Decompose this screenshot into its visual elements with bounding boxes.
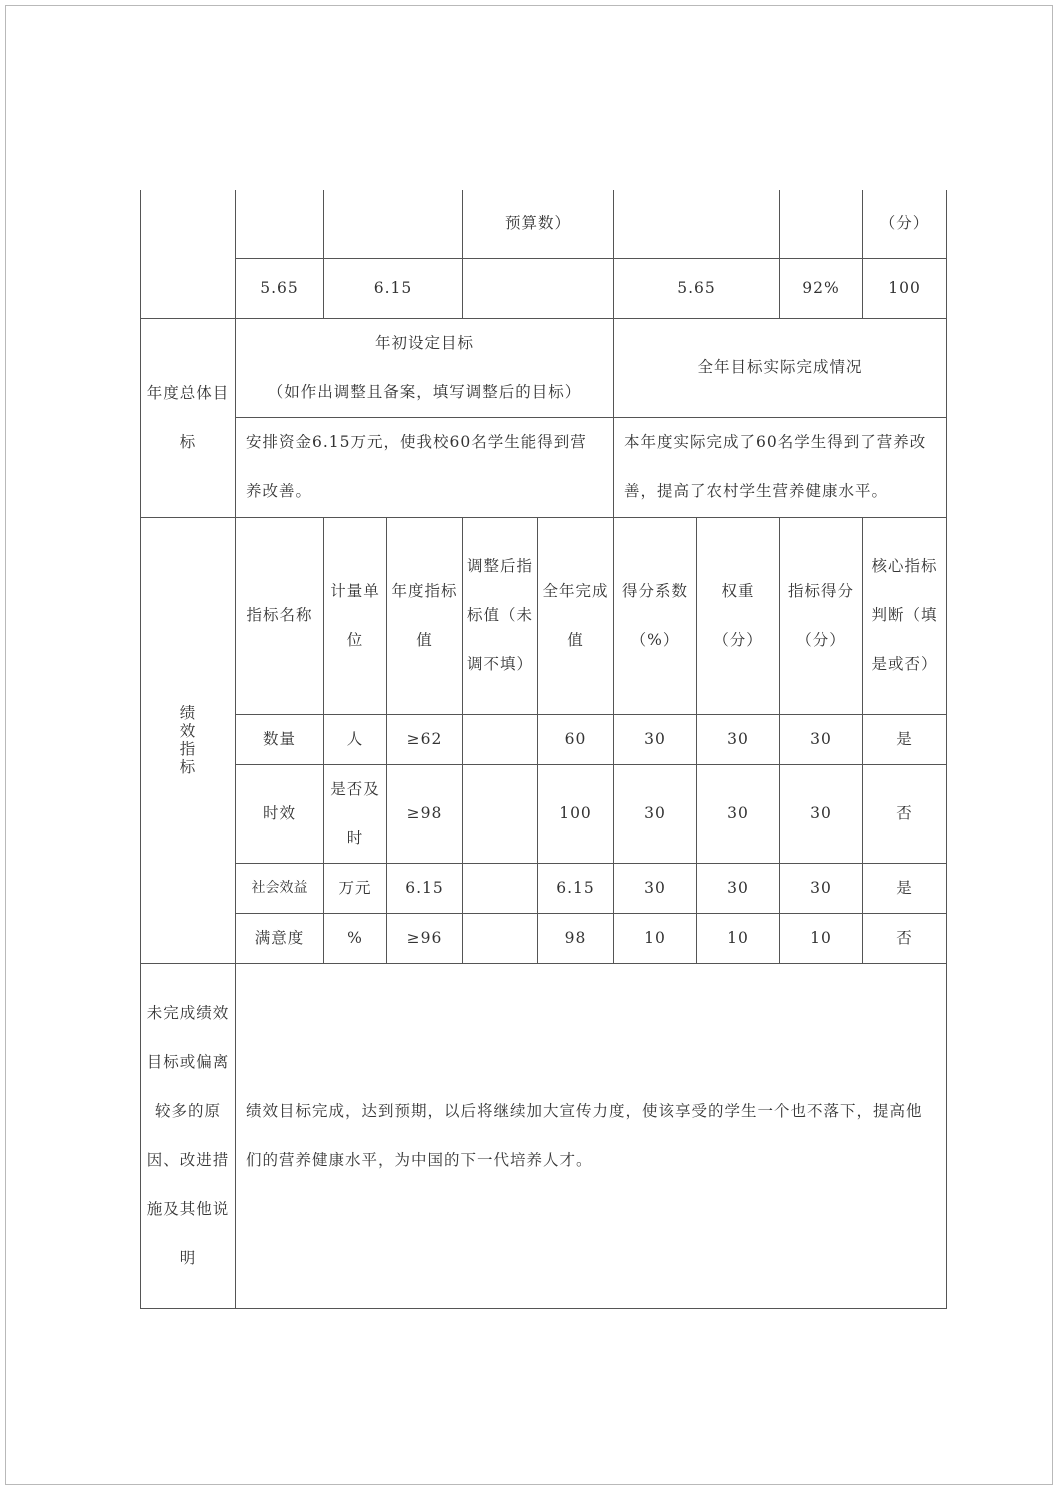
initial-target-title: 年初设定目标 <box>375 333 475 352</box>
budget-header-cell <box>614 190 780 258</box>
indicator-name: 满意度 <box>236 913 324 963</box>
indicator-unit: 万元 <box>324 863 387 913</box>
budget-header-cell <box>324 190 463 258</box>
budget-label-cell <box>141 190 236 318</box>
indicator-adjusted-value <box>463 913 538 963</box>
indicator-weight: 30 <box>697 863 780 913</box>
indicator-adjusted-value <box>463 714 538 764</box>
budget-value-cell: 92% <box>780 258 863 318</box>
indicator-core-judgment: 是 <box>863 863 947 913</box>
indicator-completed-value: 98 <box>538 913 614 963</box>
indicator-adjusted-value <box>463 764 538 863</box>
performance-label-char: 标 <box>179 758 197 776</box>
indicator-unit: 是否及时 <box>324 764 387 863</box>
indicator-score: 10 <box>780 913 863 963</box>
indicator-core-judgment: 是 <box>863 714 947 764</box>
budget-value-cell: 5.65 <box>236 258 324 318</box>
header-completed-value: 全年完成值 <box>538 517 614 714</box>
annual-goal-label: 年度总体目标 <box>141 318 236 517</box>
budget-value-cell <box>463 258 614 318</box>
indicator-score-coefficient: 30 <box>614 863 697 913</box>
report-table-wrapper <box>140 190 947 1309</box>
indicator-weight: 30 <box>697 764 780 863</box>
indicator-completed-value: 6.15 <box>538 863 614 913</box>
header-adjusted-value: 调整后指标值（未调不填） <box>463 517 538 714</box>
indicator-name: 社会效益 <box>236 863 324 913</box>
header-unit: 计量单位 <box>324 517 387 714</box>
table-row <box>141 863 947 913</box>
header-score-coefficient: 得分系数（%） <box>614 517 697 714</box>
table-row <box>141 714 947 764</box>
header-annual-value: 年度指标值 <box>387 517 463 714</box>
actual-completion-header: 全年目标实际完成情况 <box>614 318 947 417</box>
header-indicator-name: 指标名称 <box>236 517 324 714</box>
table-row <box>141 913 947 963</box>
indicator-unit: 人 <box>324 714 387 764</box>
actual-completion-text: 本年度实际完成了60名学生得到了营养改善，提高了农村学生营养健康水平。 <box>614 417 947 517</box>
remarks-row <box>141 963 947 1308</box>
indicator-score-coefficient: 30 <box>614 764 697 863</box>
indicator-weight: 30 <box>697 714 780 764</box>
indicator-completed-value: 100 <box>538 764 614 863</box>
indicator-score-coefficient: 10 <box>614 913 697 963</box>
performance-label-char: 绩 <box>179 704 197 722</box>
remarks-text: 绩效目标完成，达到预期，以后将继续加大宣传力度，使该享受的学生一个也不落下，提高他们的营养健康水平，为中国的下一代培养人才。 <box>236 963 947 1308</box>
indicator-annual-value: ≥98 <box>387 764 463 863</box>
budget-values-row <box>141 258 947 318</box>
indicator-completed-value: 60 <box>538 714 614 764</box>
indicator-score: 30 <box>780 863 863 913</box>
indicator-score-coefficient: 30 <box>614 714 697 764</box>
indicator-annual-value: 6.15 <box>387 863 463 913</box>
indicator-name: 时效 <box>236 764 324 863</box>
table-row <box>141 764 947 863</box>
header-indicator-score: 指标得分（分） <box>780 517 863 714</box>
indicator-unit: % <box>324 913 387 963</box>
indicator-annual-value: ≥62 <box>387 714 463 764</box>
performance-label-char: 指 <box>179 740 197 758</box>
initial-target-note: （如作出调整且备案，填写调整后的目标） <box>267 382 582 401</box>
performance-label-char: 效 <box>179 722 197 740</box>
remarks-label: 未完成绩效目标或偏离较多的原因、改进措施及其他说明 <box>141 963 236 1308</box>
initial-target-header <box>236 318 614 417</box>
budget-header-row <box>141 190 947 258</box>
indicator-score: 30 <box>780 764 863 863</box>
budget-header-cell <box>780 190 863 258</box>
annual-goal-header-row <box>141 318 947 417</box>
performance-indicator-label <box>141 517 236 963</box>
indicator-name: 数量 <box>236 714 324 764</box>
budget-value-cell: 100 <box>863 258 947 318</box>
indicator-annual-value: ≥96 <box>387 913 463 963</box>
header-weight: 权重（分） <box>697 517 780 714</box>
budget-header-cell <box>236 190 324 258</box>
indicator-core-judgment: 否 <box>863 913 947 963</box>
performance-report-table <box>140 190 947 1309</box>
budget-value-cell: 5.65 <box>614 258 780 318</box>
indicator-weight: 10 <box>697 913 780 963</box>
indicator-header-row <box>141 517 947 714</box>
budget-header-cell: 预算数） <box>463 190 614 258</box>
budget-value-cell: 6.15 <box>324 258 463 318</box>
budget-header-cell: （分） <box>863 190 947 258</box>
indicator-score: 30 <box>780 714 863 764</box>
annual-goal-content-row <box>141 417 947 517</box>
header-core-judgment: 核心指标判断（填是或否） <box>863 517 947 714</box>
indicator-adjusted-value <box>463 863 538 913</box>
indicator-core-judgment: 否 <box>863 764 947 863</box>
initial-target-text: 安排资金6.15万元，使我校60名学生能得到营养改善。 <box>236 417 614 517</box>
